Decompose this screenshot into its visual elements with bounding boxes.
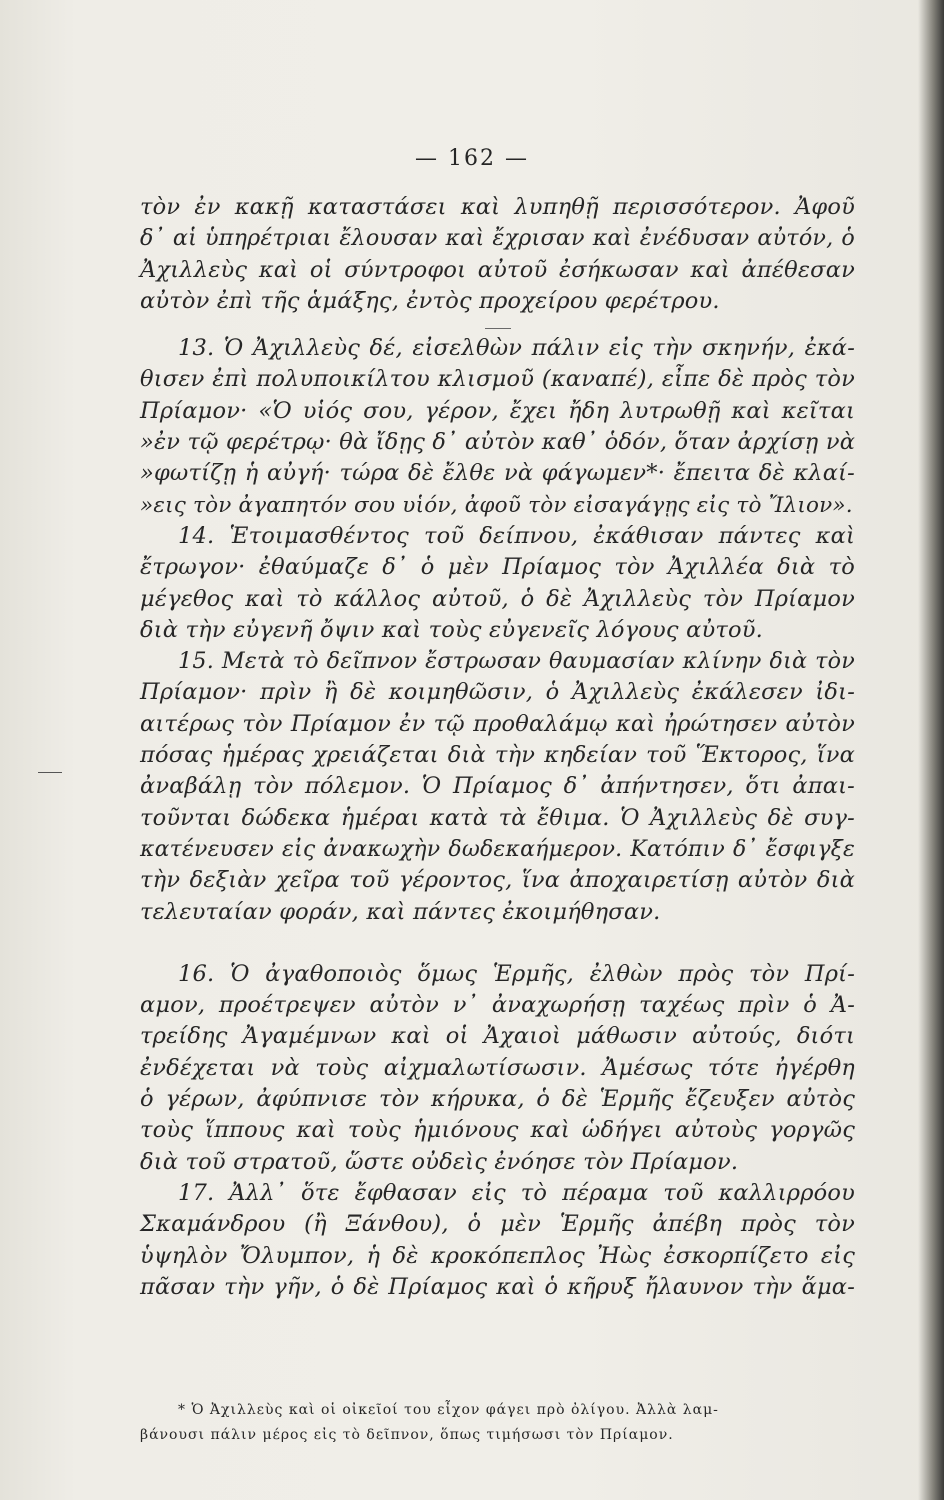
text-line: τὸν ἐν κακῇ καταστάσει καὶ λυπηθῇ περισσότερον. Ἀφοῦ	[140, 194, 855, 220]
paragraph-gap	[140, 928, 855, 959]
text-line: τρείδης Ἀγαμέμνων καὶ οἱ Ἀχαιοὶ μάθωσιν αὐτούς, διότι	[140, 1023, 855, 1050]
text-line: τοῦνται δώδεκα ἡμέραι κατὰ τὰ ἔθιμα. Ὁ Ἀχιλλεὺς δὲ συγ-	[140, 804, 855, 831]
paragraph-16	[140, 959, 855, 1178]
paragraph-17	[140, 1178, 855, 1303]
text-line: 13. Ὁ Ἀχιλλεὺς δέ, εἰσελθὼν πάλιν εἰς τὴν σκηνήν, ἐκά-	[178, 335, 855, 362]
text-line: Σκαμάνδρου (ἢ Ξάνθου), ὁ μὲν Ἑρμῆς ἀπέβη πρὸς τὸν	[140, 1211, 855, 1238]
text-line: τελευταίαν φοράν, καὶ πάντες ἐκοιμήθησαν.	[140, 898, 661, 925]
text-line: ὁ γέρων, ἀφύπνισε τὸν κήρυκα, ὁ δὲ Ἑρμῆς ἔζευξεν αὐτὸς	[140, 1086, 855, 1113]
main-text	[140, 192, 855, 1303]
text-line: τοὺς ἵππους καὶ τοὺς ἡμιόνους καὶ ὡδήγει αὐτοὺς γοργῶς	[140, 1117, 855, 1144]
page-number: — 162 —	[415, 146, 529, 171]
text-line: »ἐν τῷ φερέτρῳ· θὰ ἴδῃς δ᾽ αὐτὸν καθ᾽ ὁδόν, ὅταν ἀρχίσῃ νὰ	[140, 429, 856, 456]
text-line: ἀναβάλῃ τὸν πόλεμον. Ὁ Πρίαμος δ᾽ ἀπήντησεν, ὅτι ἀπαι-	[140, 773, 855, 800]
paragraph-15	[140, 646, 855, 928]
text-line: »φωτίζῃ ἡ αὐγή· τώρα δὲ ἔλθε νὰ φάγωμεν*· ἔπειτα δὲ κλαί-	[140, 460, 855, 487]
text-line: Ἀχιλλεὺς καὶ οἱ σύντροφοι αὐτοῦ ἐσήκωσαν καὶ ἀπέθεσαν	[140, 256, 855, 283]
section-divider	[485, 328, 511, 329]
text-line: »εις τὸν ἀγαπητόν σου υἱόν, ἀφοῦ τὸν εἰσαγάγῃς εἰς τὸ Ἴλιον».	[140, 492, 853, 518]
text-line: τὴν δεξιὰν χεῖρα τοῦ γέροντος, ἵνα ἀποχαιρετίσῃ αὐτὸν διὰ	[140, 867, 855, 894]
text-line: ἐνδέχεται νὰ τοὺς αἰχμαλωτίσωσιν. Ἀμέσως τότε ἠγέρθη	[140, 1054, 855, 1081]
text-line: 17. Ἀλλ᾽ ὅτε ἔφθασαν εἰς τὸ πέραμα τοῦ καλλιρρόου	[178, 1179, 855, 1206]
text-line: θισεν ἐπὶ πολυποικίλτου κλισμοῦ (καναπέ), εἶπε δὲ πρὸς τὸν	[140, 366, 855, 393]
text-line: 16. Ὁ ἀγαθοποιὸς ὅμως Ἑρμῆς, ἐλθὼν πρὸς τὸν Πρί-	[178, 960, 855, 987]
text-line: 14. Ἑτοιμασθέντος τοῦ δείπνου, ἐκάθισαν πάντες καὶ	[178, 522, 855, 549]
footnote	[140, 1398, 855, 1448]
text-line: δ᾽ αἱ ὑπηρέτριαι ἔλουσαν καὶ ἔχρισαν καὶ ἐνέδυσαν αὐτόν, ὁ	[140, 225, 855, 252]
text-line: 15. Μετὰ τὸ δεῖπνον ἔστρωσαν θαυμασίαν κλίνην διὰ τὸν	[178, 648, 855, 675]
text-line: πᾶσαν τὴν γῆν, ὁ δὲ Πρίαμος καὶ ὁ κῆρυξ ἤλαυνον τὴν ἅμα-	[140, 1273, 855, 1300]
text-line: αμον, προέτρεψεν αὐτὸν ν᾽ ἀναχωρήσῃ ταχέως πρὶν ὁ Ἀ-	[140, 992, 855, 1019]
margin-dash-mark	[38, 772, 62, 773]
book-spine-shadow	[918, 0, 944, 1500]
footnote-line: βάνουσι πάλιν μέρος εἰς τὸ δεῖπνον, ὅπως τιμήσωσι τὸν Πρίαμον.	[140, 1427, 674, 1443]
text-line: πόσας ἡμέρας χρειάζεται διὰ τὴν κηδείαν τοῦ Ἕκτορος, ἵνα	[140, 742, 855, 769]
text-line: Πρίαμον· «Ὁ υἱός σου, γέρον, ἔχει ἤδη λυτρωθῇ καὶ κεῖται	[140, 397, 855, 424]
paragraph-13	[140, 333, 855, 521]
paragraph	[140, 192, 855, 317]
text-line: αιτέρως τὸν Πρίαμον ἐν τῷ προθαλάμῳ καὶ ἠρώτησεν αὐτὸν	[140, 710, 855, 737]
text-line: αὐτὸν ἐπὶ τῆς ἁμάξης, ἐντὸς προχείρου φερέτρου.	[140, 287, 720, 314]
text-line: διὰ τὴν εὐγενῆ ὄψιν καὶ τοὺς εὐγενεῖς λόγους αὐτοῦ.	[140, 616, 763, 643]
text-line: μέγεθος καὶ τὸ κάλλος αὐτοῦ, ὁ δὲ Ἀχιλλεὺς τὸν Πρίαμον	[140, 585, 855, 612]
text-line: διὰ τοῦ στρατοῦ, ὥστε οὐδεὶς ἐνόησε τὸν Πρίαμον.	[140, 1148, 739, 1175]
text-line: κατένευσεν εἰς ἀνακωχὴν δωδεκαήμερον. Κατόπιν δ᾽ ἔσφιγξε	[140, 836, 855, 862]
paragraph-14	[140, 521, 855, 646]
text-line: Πρίαμον· πρὶν ἢ δὲ κοιμηθῶσιν, ὁ Ἀχιλλεὺς ἐκάλεσεν ἰδι-	[140, 679, 855, 706]
text-line: ἔτρωγον· ἐθαύμαζε δ᾽ ὁ μὲν Πρίαμος τὸν Ἀχιλλέα διὰ τὸ	[140, 554, 855, 581]
footnote-line: * Ὁ Ἀχιλλεὺς καὶ οἱ οἰκεῖοί του εἶχον φάγει πρὸ ὀλίγου. Ἀλλὰ λαμ-	[178, 1402, 719, 1418]
text-line: ὑψηλὸν Ὄλυμπον, ἡ δὲ κροκόπεπλος Ἠὼς ἐσκορπίζετο εἰς	[140, 1242, 855, 1269]
